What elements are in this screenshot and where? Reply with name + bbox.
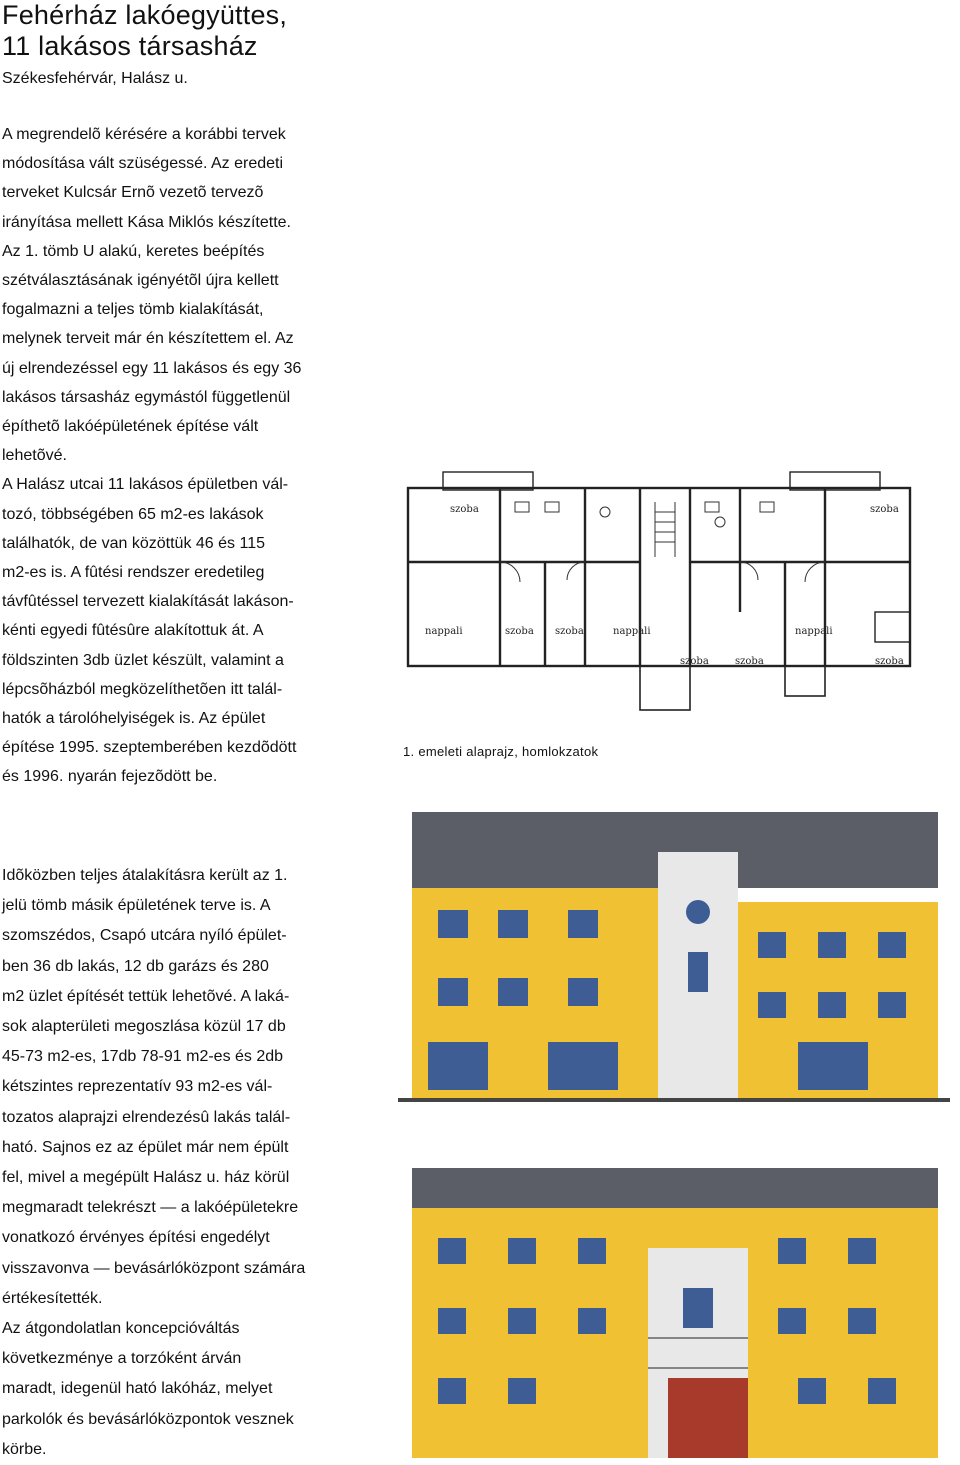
body-line-2: ható. Sajnos ez az épület már nem épült bbox=[2, 1138, 289, 1156]
body-line: A Halász utcai 11 lakásos épületben vál- bbox=[2, 476, 289, 494]
body-line: melynek terveit már én készítettem el. Az bbox=[2, 330, 294, 348]
body-line-2: Idõközben teljes átalakításra került az 1. bbox=[2, 867, 288, 884]
title-line-1: Fehérház lakóegyüttes, bbox=[2, 0, 288, 30]
title-line-2: 11 lakásos társasház bbox=[2, 31, 258, 61]
body-line: terveket Kulcsár Ernõ vezetõ tervezõ bbox=[2, 184, 264, 202]
body-line: építhetõ lakóépületének építése vált bbox=[2, 418, 259, 436]
body-line: hatók a tárolóhelyiségek is. Az épület bbox=[2, 710, 266, 728]
body-line-2: sok alapterületi megoszlása közül 17 db bbox=[2, 1018, 286, 1036]
room-label-10: szoba bbox=[875, 656, 904, 667]
body-line-2: vonatkozó érvényes építési engedélyt bbox=[2, 1229, 270, 1247]
body-line: szétválasztásának igényétõl újra kellett bbox=[2, 272, 279, 290]
body-line: fogalmazni a teljes tömb kialakítását, bbox=[2, 301, 264, 319]
body-line: távfûtéssel tervezett kialakítását lakáson- bbox=[2, 593, 294, 611]
body-text-column-2 bbox=[2, 861, 374, 1465]
body-line: új elrendezéssel egy 11 lakásos és egy 36 bbox=[2, 359, 302, 377]
facade-elevation-1 bbox=[398, 792, 950, 1118]
room-label-3: nappali bbox=[425, 626, 463, 637]
room-label-7: nappali bbox=[795, 626, 833, 637]
body-line-2: Az átgondolatlan koncepcióváltás bbox=[2, 1320, 240, 1338]
body-line-2: 45-73 m2-es, 17db 78-91 m2-es és 2db bbox=[2, 1048, 284, 1066]
body-line: földszinten 3db üzlet készült, valamint a bbox=[2, 651, 284, 669]
body-line: m2-es is. A fûtési rendszer eredetileg bbox=[2, 564, 265, 582]
body-line-2: tozatos alaprajzi elrendezésû lakás talál- bbox=[2, 1108, 291, 1126]
room-label-2: szoba bbox=[870, 504, 899, 515]
room-label-1: szoba bbox=[450, 504, 479, 515]
body-line: és 1996. nyarán fejezõdött be. bbox=[2, 768, 218, 786]
room-label-8: szoba bbox=[680, 656, 709, 667]
floor-plan bbox=[405, 462, 920, 724]
body-line-2: szomszédos, Csapó utcára nyíló épület- bbox=[2, 927, 287, 945]
body-line-2: fel, mivel a megépült Halász u. ház körül bbox=[2, 1169, 290, 1187]
body-line-2: ben 36 db lakás, 12 db garázs és 280 bbox=[2, 957, 269, 975]
body-line: kénti egyedi fûtésûre alakítottuk át. A bbox=[2, 622, 264, 640]
body-line: irányítása mellett Kása Miklós készítette. bbox=[2, 213, 291, 231]
body-line: Az 1. tömb U alakú, keretes beépítés bbox=[2, 242, 265, 260]
subtitle: Székesfehérvár, Halász u. bbox=[2, 70, 188, 87]
body-line-2: jelü tömb másik épületének terve is. A bbox=[2, 897, 271, 915]
body-line-2: maradt, idegenül ható lakóház, melyet bbox=[2, 1380, 273, 1398]
body-line-2: m2 üzlet építését tettük lehetõvé. A laká- bbox=[2, 987, 290, 1005]
body-line-2: kétszintes reprezentatív 93 m2-es vál- bbox=[2, 1078, 273, 1096]
document-title bbox=[2, 0, 402, 62]
room-label-5: szoba bbox=[555, 626, 584, 637]
room-label-9: szoba bbox=[735, 656, 764, 667]
body-line-2: körbe. bbox=[2, 1440, 47, 1458]
body-line: módosítása vált szüségessé. Az eredeti bbox=[2, 155, 284, 173]
figure-caption: 1. emeleti alaprajz, homlokzatok bbox=[403, 744, 599, 759]
body-line-2: értékesítették. bbox=[2, 1289, 103, 1307]
room-label-6: nappali bbox=[613, 626, 651, 637]
body-line: lépcsõházból megközelíthetõen itt talál- bbox=[2, 680, 283, 698]
room-label-4: szoba bbox=[505, 626, 534, 637]
body-line-2: megmaradt telekrészt — a lakóépületekre bbox=[2, 1199, 299, 1217]
body-text-column-1 bbox=[2, 120, 374, 792]
body-line: lehetõvé. bbox=[2, 447, 67, 465]
body-line: A megrendelõ kérésére a korábbi tervek bbox=[2, 126, 286, 143]
body-line: építése 1995. szeptemberében kezdõdött bbox=[2, 739, 297, 757]
body-line-2: visszavonva — bevásárlóközpont számára bbox=[2, 1259, 306, 1277]
body-line: tozó, többségében 65 m2-es lakások bbox=[2, 505, 264, 523]
facade-elevation-2 bbox=[398, 1138, 950, 1464]
body-line-2: következménye a torzóként árván bbox=[2, 1350, 242, 1368]
body-line-2: parkolók és bevásárlóközpontok vesznek bbox=[2, 1410, 294, 1428]
body-line: találhatók, de van közöttük 46 és 115 bbox=[2, 534, 265, 552]
body-line: lakásos társasház egymástól függetlenül bbox=[2, 388, 291, 406]
